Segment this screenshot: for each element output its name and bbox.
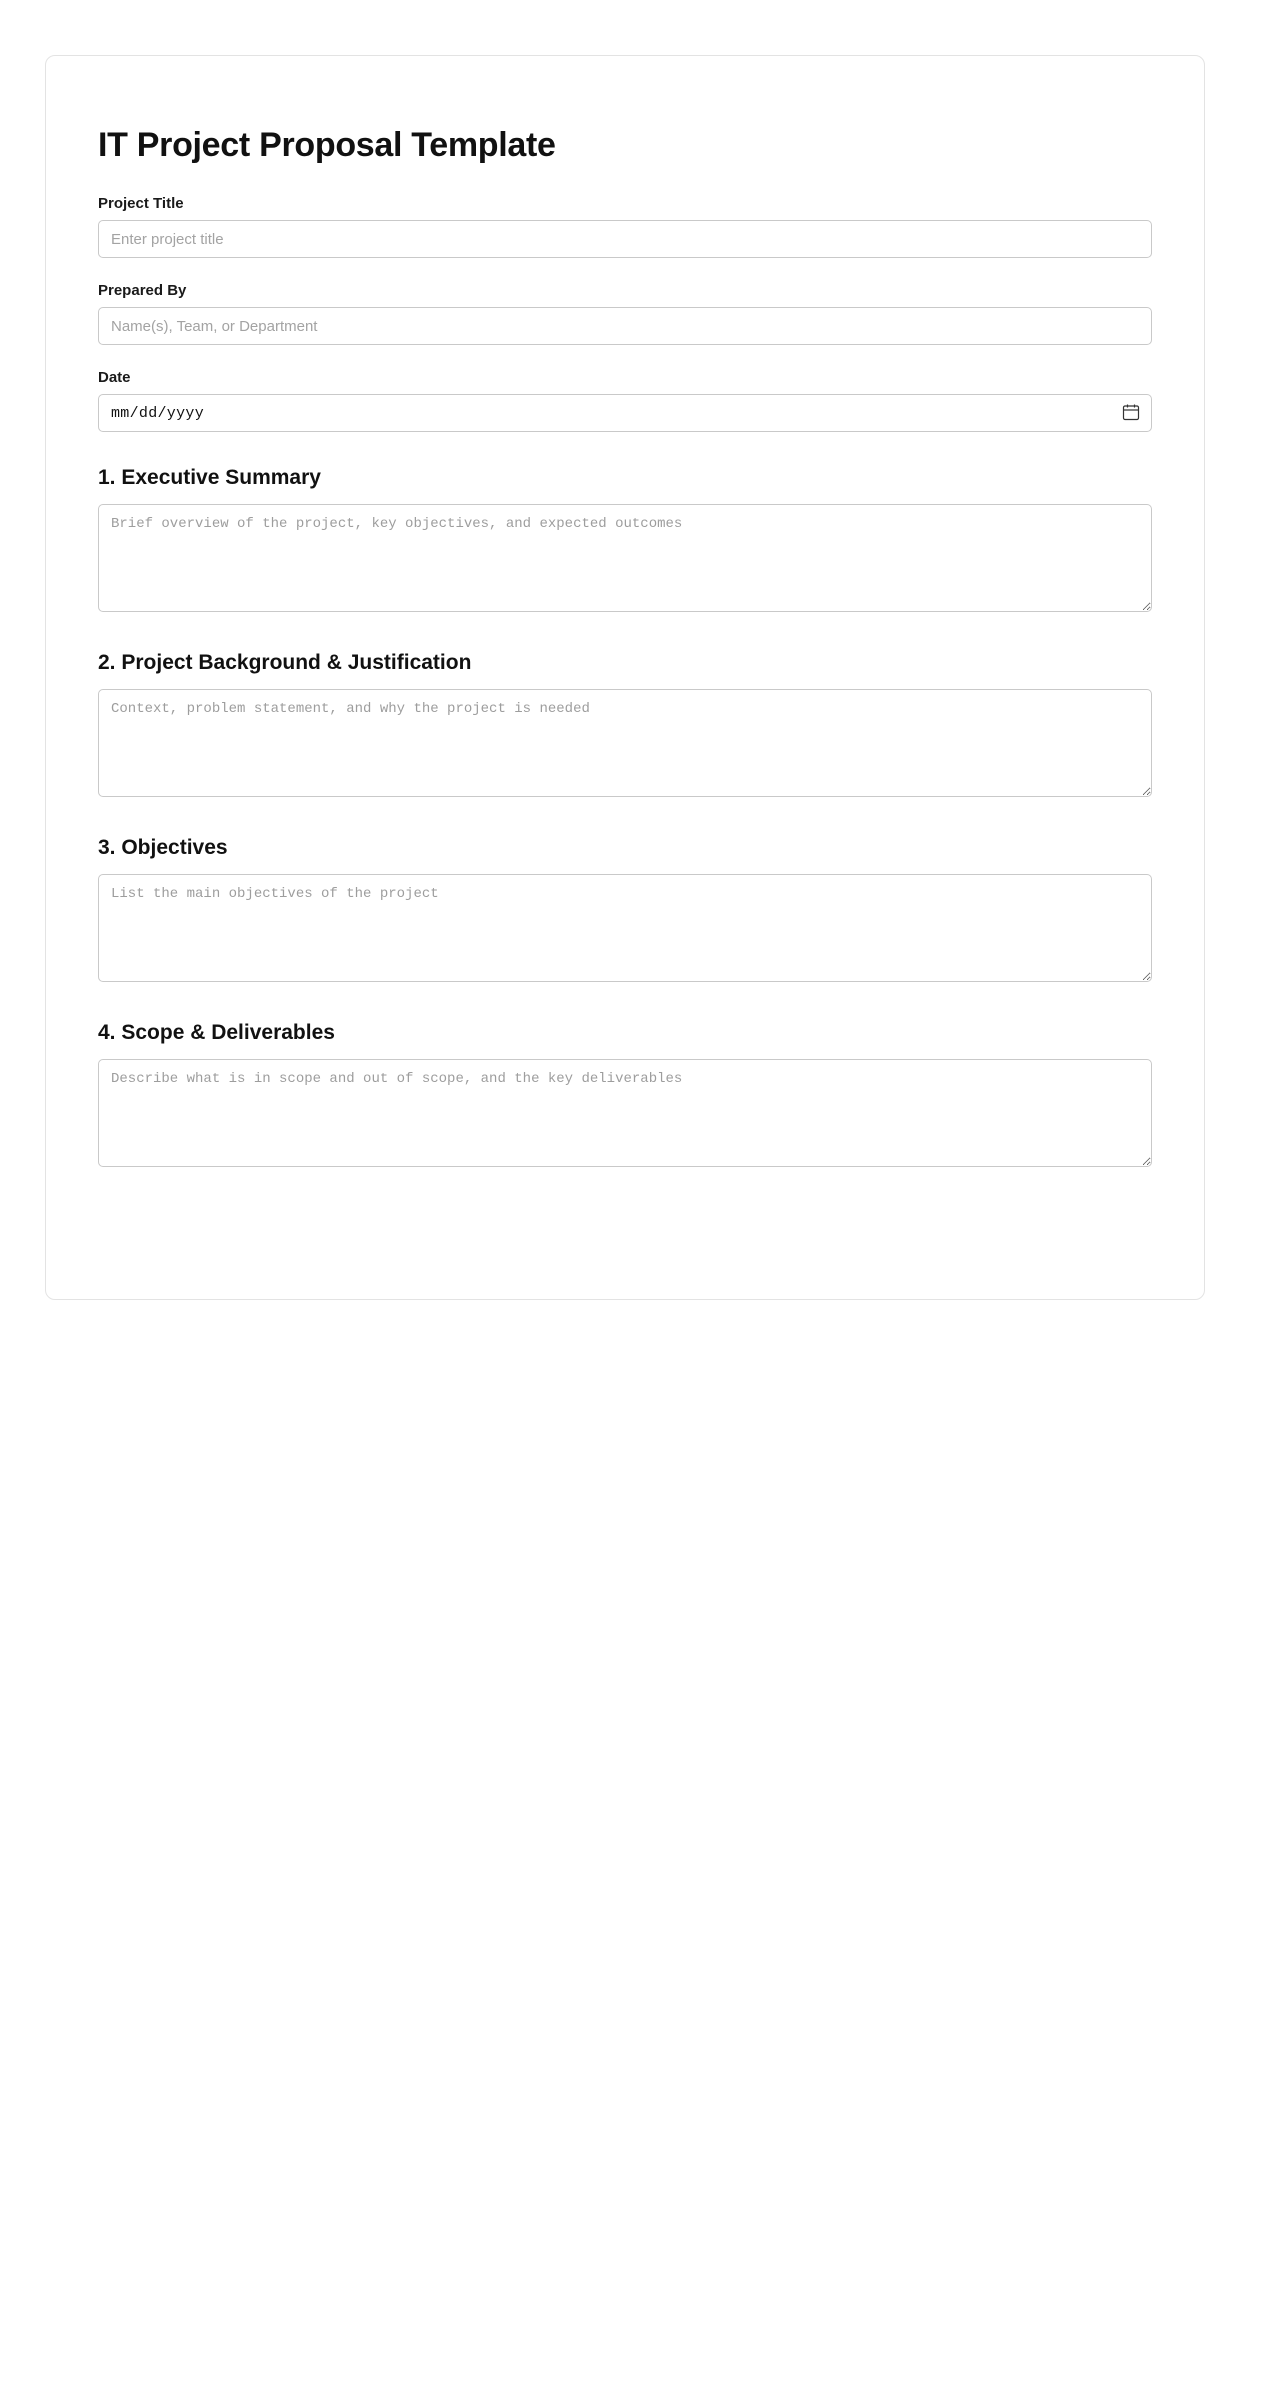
section-executive-summary — [98, 466, 1152, 617]
date-input[interactable] — [98, 394, 1152, 432]
page-title: IT Project Proposal Template — [98, 126, 556, 164]
field-date — [98, 369, 1152, 432]
objectives-heading: 3. Objectives — [98, 836, 228, 859]
prepared-by-input[interactable] — [98, 307, 1152, 345]
scope-deliverables-textarea[interactable] — [98, 1059, 1152, 1167]
project-background-textarea[interactable] — [98, 689, 1152, 797]
date-input-wrapper — [98, 394, 1152, 432]
section-project-background — [98, 651, 1152, 802]
section-objectives — [98, 836, 1152, 987]
proposal-card — [45, 55, 1205, 1300]
field-project-title — [98, 195, 1152, 258]
section-scope-deliverables — [98, 1021, 1152, 1172]
project-title-input[interactable] — [98, 220, 1152, 258]
project-background-heading: 2. Project Background & Justification — [98, 651, 472, 674]
project-title-label: Project Title — [98, 195, 184, 212]
executive-summary-heading: 1. Executive Summary — [98, 466, 321, 489]
scope-deliverables-heading: 4. Scope & Deliverables — [98, 1021, 335, 1044]
date-label: Date — [98, 369, 131, 386]
objectives-textarea[interactable] — [98, 874, 1152, 982]
executive-summary-textarea[interactable] — [98, 504, 1152, 612]
field-prepared-by — [98, 282, 1152, 345]
prepared-by-label: Prepared By — [98, 282, 187, 299]
